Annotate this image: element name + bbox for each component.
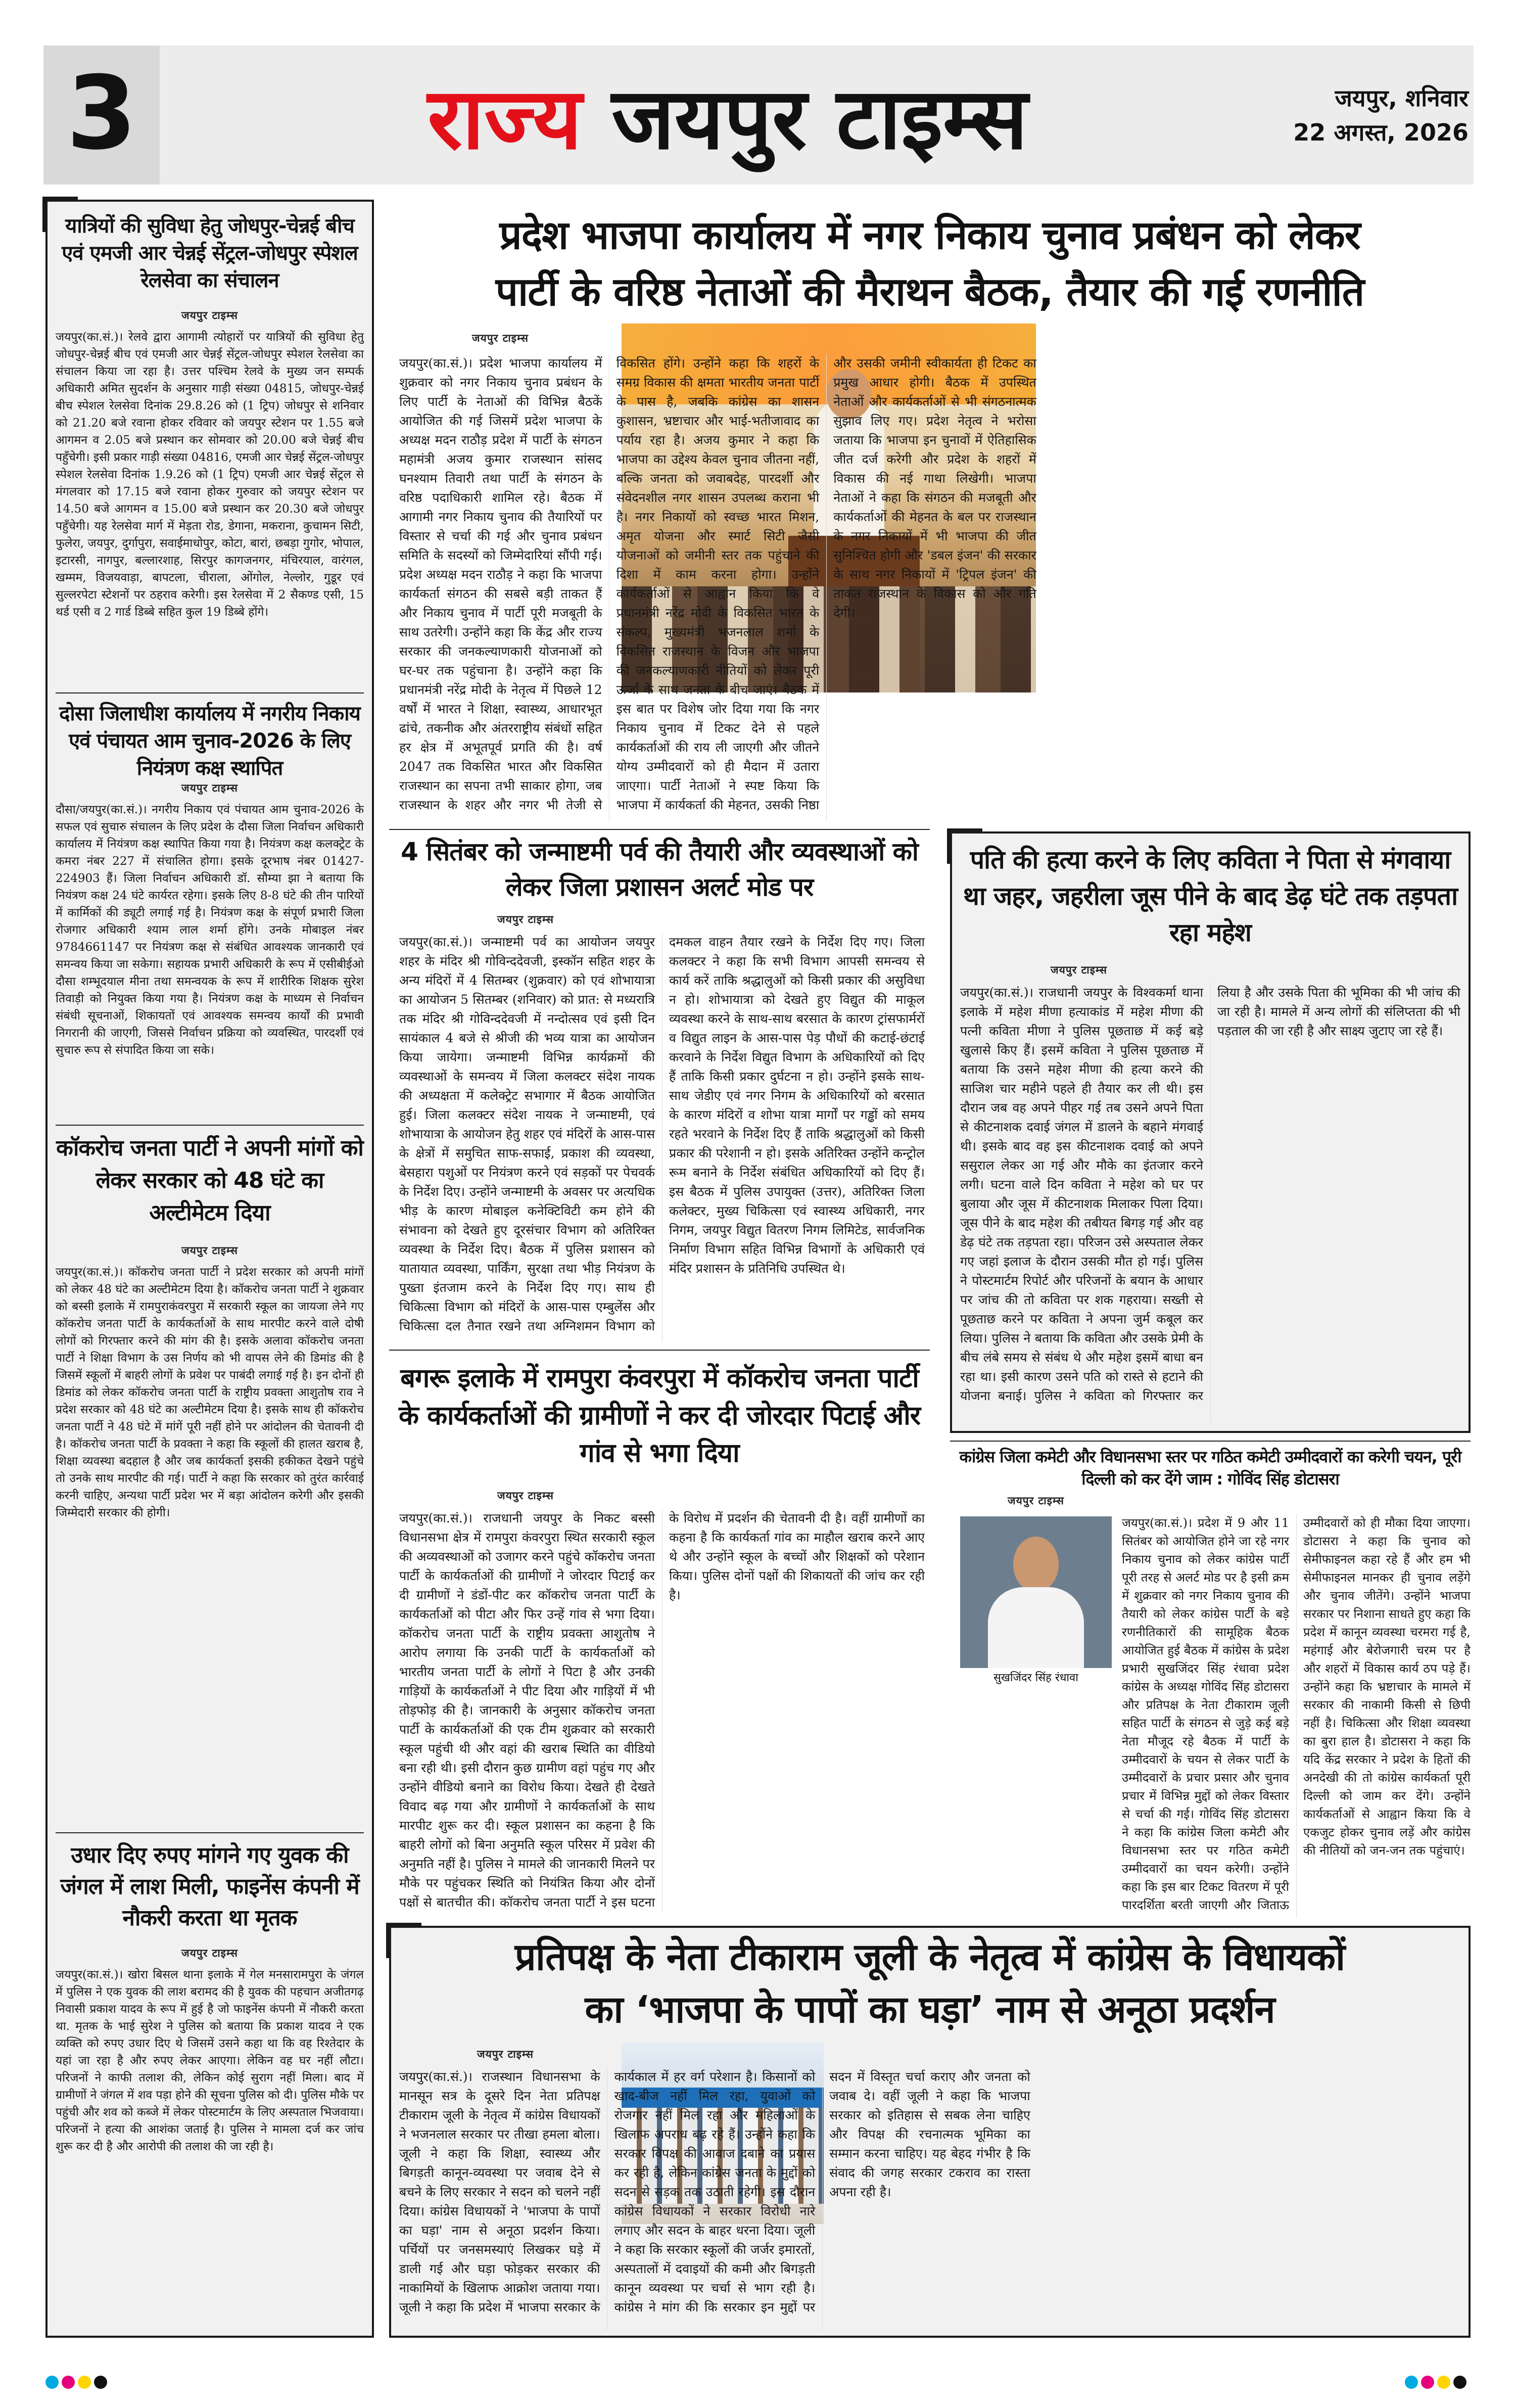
left-story-2-body: दौसा/जयपुर(का.सं.)। नगरीय निकाय एवं पंचायत आम चुनाव-2026 के सफल एवं सुचारु संचालन के लिए प्रदेश के दौसा जिला निर्वाचन अधिकारी कार्यालय में नियंत्रण कक्ष स्थापित किया गया है। नियंत्रण कक्ष कलक्ट्रेट के कमरा नंबर 227 में संचालित होगा। इसके दूरभाष नंबर 01427-224903 हैं। जिला निर्वाचन अधिकारी डॉ. सौम्या झा ने बताया कि नियंत्रण कक्ष 24 घंटे कार्यरत रहेगा। इसके लिए 8-8 घंटे की तीन पारियों में कार्मिकों की ड्यूटी लगाई गई है। नियंत्रण कक्ष के संपूर्ण प्रभारी जिला रोजगार अधिकारी श्याम लाल शर्मा होंगे। उनके मोबाइल नंबर 9784661147 पर नियंत्रण कक्ष से संबंधित आवश्यक जानकारी एवं समन्वय किया जा सकेगा। सहायक प्रभारी अधिकारी के रूप में एसीबीईओ दौसा शम्भूदयाल मीना तथा समन्वयक के रूप में शारीरिक शिक्षक सुरेश तिवाड़ी को नियुक्त किया गया है। नियंत्रण कक्ष के माध्यम से निर्वाचन संबंधी सूचनाओं, शिकायतों एवं आवश्यक समन्वय कार्यों की प्रभावी निगरानी की जाएगी, जिससे निर्वाचन प्रक्रिया को व्यवस्थित, पारदर्शी एवं सुचारु रूप से संपादित किया जा सके। [56, 803, 364, 1057]
left-story-1-body: जयपुर(का.सं.)। रेलवे द्वारा आगामी त्योहारों पर यात्रियों की सुविधा हेतु जोधपुर-चेन्नई बीच एवं एमजी आर चेन्नई सेंट्रल-जोधपुर स्पेशल रेलसेवा का संचालन किया जा रहा है। उत्तर पश्चिम रेलवे के मुख्य जन सम्पर्क अधिकारी अमित सुदर्शन के अनुसार गाड़ी संख्या 04815, जोधपुर-चेन्नई बीच स्पेशल रेलसेवा दिनांक 29.8.26 को (1 ट्रिप) जोधपुर से शनिवार को 21.20 बजे रवाना होकर रविवार को जयपुर स्टेशन पर 1.55 बजे आगमन व 2.05 बजे प्रस्थान कर सोमवार को 20.00 बजे चेन्नई बीच पहुँचेगी। इसी प्रकार गाड़ी संख्या 04816, एमजी आर चेन्नई सेंट्रल-जोधपुर स्पेशल रेलसेवा दिनांक 1.9.26 को (1 ट्रिप) एमजी आर चेन्नई सेंट्रल से मंगलवार को 17.15 बजे रवाना होकर गुरुवार को जयपुर स्टेशन पर 14.50 बजे आगमन व 15.00 बजे प्रस्थान कर 20.30 बजे जोधपुर पहुँचेगी। यह रेलसेवा मार्ग में मेड़ता रोड, डेगाना, मकराना, कुचामन सिटी, फुलेरा, जयपुर, दुर्गापुरा, सवाईमाधोपुर, कोटा, बारां, छबड़ा गुगोर, भोपाल, इटारसी, नागपुर, बल्लारशाह, सिरपुर कागजनगर, मंचिरयाल, वारंगल, खम्मम, विजयवाड़ा, बापटला, चीराला, ओंगोल, नेल्लोर, गुडूर एवं सुल्लरपेटा स्टेशनों पर ठहराव करेगी। इस रेलसेवा में 2 सैकण्ड एसी, 15 थर्ड एसी व 2 गार्ड डिब्बे सहित कुल 19 डिब्बे होंगे। [56, 331, 364, 619]
divider [389, 829, 930, 830]
left-story-1-byline: जयपुर टाइम्स [181, 309, 238, 321]
janmashtami-byline: जयपुर टाइम्स [497, 913, 554, 925]
bottom-body: जयपुर(का.सं.)। राजस्थान विधानसभा के मानसून सत्र के दूसरे दिन नेता प्रतिपक्ष टीकाराम जूली के नेतृत्व में कांग्रेस विधायकों ने भजनलाल सरकार पर तीखा हमला बोला। जूली ने कहा कि शिक्षा, स्वास्थ्य और बिगड़ती कानून-व्यवस्था पर जवाब देने से बचने के लिए सरकार ने सदन को चलने नहीं दिया। कांग्रेस विधायकों ने 'भाजपा के पापों का घड़ा' नाम से अनूठा प्रदर्शन किया। पर्चियों पर जनसमस्याएं लिखकर घड़े में डाली गई और घड़ा फोड़कर सरकार की नाकामियों के खिलाफ आक्रोश जताया गया। जूली ने कहा कि प्रदेश में भाजपा सरकार के कार्यकाल में हर वर्ग परेशान है। किसानों को खाद-बीज नहीं मिल रहा, युवाओं को रोजगार नहीं मिल रहा और महिलाओं के खिलाफ अपराध बढ़ रहे हैं। उन्होंने कहा कि सरकार विपक्ष की आवाज दबाने का प्रयास कर रही है, लेकिन कांग्रेस जनता के मुद्दों को सदन से सड़क तक उठाती रहेगी। इस दौरान कांग्रेस विधायकों ने सरकार विरोधी नारे लगाए और सदन के बाहर धरना दिया। जूली ने कहा कि सरकार स्कूलों की जर्जर इमारतों, अस्पतालों में दवाइयों की कमी और बिगड़ती कानून व्यवस्था पर चर्चा से भाग रही है। कांग्रेस ने मांग की कि सरकार इन मुद्दों पर सदन में विस्तृत चर्चा कराए और जनता को जवाब दे। वहीं जूली ने कहा कि भाजपा सरकार को इतिहास से सबक लेना चाहिए और विपक्ष की रचनात्मक भूमिका का सम्मान करना चाहिए। यह बेहद गंभीर है कि संवाद की जगह सरकार टकराव का रास्ता अपना रही है। [399, 2069, 1030, 2314]
main-headline-line-2: पार्टी के वरिष्ठ नेताओं की मैराथन बैठक, तैयार की गई रणनीति [495, 269, 1364, 315]
congress-byline: जयपुर टाइम्स [1008, 1495, 1064, 1507]
corner-mark [386, 1923, 421, 1927]
bassi-byline: जयपुर टाइम्स [497, 1490, 554, 1502]
title-red: राज्य [428, 69, 582, 168]
corner-mark [947, 828, 982, 832]
issue-date: 22 अगस्त, 2026 [1293, 119, 1468, 146]
newspaper-title [428, 61, 1186, 177]
page-number: 3 [66, 55, 137, 172]
yellow-dot [1437, 2376, 1450, 2389]
magenta-dot [1421, 2376, 1434, 2389]
photo-person-body [988, 1587, 1084, 1668]
left-story-3-byline: जयपुर टाइम्स [181, 1244, 238, 1257]
janmashtami-body: जयपुर(का.सं.)। जन्माष्टमी पर्व का आयोजन जयपुर शहर के मंदिर श्री गोविन्ददेवजी, इस्कॉन सहित शहर के अन्य मंदिरों में 4 सितम्बर (शुक्रवार) को एवं शोभायात्रा का आयोजन 5 सितम्बर (शनिवार) को प्रात: से मध्यरात्रि तक मंदिर श्री गोविन्ददेवजी में नन्दोत्सव एवं इसी दिन सायंकाल 4 बजे से श्रीजी की भव्य यात्रा का आयोजन किया जायेगा। जन्माष्टमी विभिन्न कार्यक्रमों की व्यवस्थाओं के समन्वय में जिला कलक्टर संदेश नायक की अध्यक्षता में कलेक्ट्रेट सभागार में बैठक आयोजित हुई। जिला कलक्टर संदेश नायक ने जन्माष्टमी, एवं शोभायात्रा के आयोजन हेतु शहर एवं मंदिरों के आस-पास के क्षेत्रों में समुचित साफ-सफाई, प्रकाश की व्यवस्था, बेसहारा पशुओं पर नियंत्रण करने एवं सड़कों पर पेचवर्क के निर्देश दिए। उन्होंने जन्माष्टमी के अवसर पर अत्यधिक भीड़ के कारण मोबाइल कनेक्टिविटी कम होने की संभावना को देखते हुए दूरसंचार विभाग को अतिरिक्त व्यवस्था के निर्देश दिए। बैठक में पुलिस प्रशासन को यातायात व्यवस्था, पार्किंग, सुरक्षा तथा भीड़ नियंत्रण के पुख्ता इंतजाम करने के निर्देश दिए गए। साथ ही चिकित्सा विभाग को मंदिरों के आस-पास एम्बुलेंस और चिकित्सा दल तैनात रखने तथा अग्निशमन विभाग को दमकल वाहन तैयार रखने के निर्देश दिए गए। जिला कलक्टर ने कहा कि सभी विभाग आपसी समन्वय से कार्य करें ताकि श्रद्धालुओं को किसी प्रकार की असुविधा न हो। शोभायात्रा को देखते हुए विद्युत की माकूल व्यवस्था करने के साथ-साथ बरसात के कारण ट्रांसफार्मरों व विद्युत लाइन के आस-पास पेड़ पौधों की कटाई-छंटाई करवाने के निर्देश विद्युत विभाग के अधिकारियों को दिए हैं ताकि किसी प्रकार दुर्घटना न हो। उन्होंने इसके साथ-साथ जेडीए एवं नगर निगम के अधिकारियों को बरसात के कारण मंदिरों व शोभा यात्रा मार्गों पर गड्ढों को समय रहते भरवाने के निर्देश दिए हैं ताकि श्रद्धालुओं को किसी प्रकार की परेशानी न हो। इसके अतिरिक्त उन्होंने कन्ट्रोल रूम बनाने के निर्देश संबंधित अधिकारियों को दिए हैं। इस बैठक में पुलिस उपायुक्त (उत्तर), अतिरिक्त जिला कलेक्टर, मुख्य चिकित्सा एवं स्वास्थ्य अधिकारी, नगर निगम, जयपुर विद्युत वितरण निगम लिमिटेड, सार्वजनिक निर्माण विभाग सहित विभिन्न विभागों के अधिकारी एवं मंदिर प्रशासन के प्रतिनिधि उपस्थित थे। [399, 935, 925, 1333]
cyan-dot [45, 2376, 59, 2389]
color-registration-right [1405, 2376, 1470, 2391]
congress-body: जयपुर(का.सं.)। प्रदेश में 9 और 11 सितंबर को आयोजित होने जा रहे नगर निकाय चुनाव को लेकर कांग्रेस पार्टी पूरी तरह से अलर्ट मोड पर है इसी क्रम में शुक्रवार को नगर निकाय चुनाव की तैयारी को लेकर कांग्रेस पार्टी के बड़े रणनीतिकारों की सामूहिक बैठक आयोजित हुई बैठक में कांग्रेस के प्रदेश प्रभारी सुखजिंदर सिंह रंधावा प्रदेश कांग्रेस के अध्यक्ष गोविंद सिंह डोटासरा और प्रतिपक्ष के नेता टीकाराम जूली सहित पार्टी के संगठन से जुड़े कई बड़े नेता मौजूद रहे बैठक में पार्टी के उम्मीदवारों के चयन से लेकर पार्टी के उम्मीदवारों के प्रचार प्रसार और चुनाव प्रचार में विभिन्न मुद्दों को लेकर विस्तार से चर्चा की गई। गोविंद सिंह डोटासरा ने कहा कि कांग्रेस जिला कमेटी और विधानसभा स्तर पर गठित कमेटी उम्मीदवारों का चयन करेगी। उन्होंने कहा कि इस बार टिकट वितरण में पूरी पारदर्शिता बरती जाएगी और जिताऊ उम्मीदवारों को ही मौका दिया जाएगा। डोटासरा ने कहा कि चुनाव को सेमीफाइनल कहा रहे हैं और हम भी सेमीफाइनल मानकर ही चुनाव लड़ेंगे और चुनाव जीतेंगे। उन्होंने भाजपा सरकार पर निशाना साधते हुए कहा कि प्रदेश में कानून व्यवस्था चरमरा गई है, महंगाई और बेरोजगारी चरम पर है और शहरों में विकास कार्य ठप पड़े हैं। उन्होंने कहा कि भ्रष्टाचार के मामले में सरकार की नाकामी किसी से छिपी नहीं है। चिकित्सा और शिक्षा व्यवस्था का बुरा हाल है। डोटासरा ने कहा कि यदि केंद्र सरकार ने प्रदेश के हितों की अनदेखी की तो कांग्रेस कार्यकर्ता पूरी दिल्ली को जाम कर देंगे। उन्होंने कार्यकर्ताओं से आह्वान किया कि वे एकजुट होकर चुनाव लड़ें और कांग्रेस की नीतियों को जन-जन तक पहुंचाएं। [1122, 1516, 1471, 1912]
bottom-byline: जयपुर टाइम्स [477, 2048, 534, 2060]
corner-mark [42, 197, 46, 232]
divider [56, 692, 364, 693]
bottom-headline-line-2: का ‘भाजपा के पापों का घड़ा’ नाम से अनूठा प्रदर्शन [585, 1988, 1275, 2031]
magenta-dot [62, 2376, 75, 2389]
main-byline: जयपुर टाइम्स [472, 332, 529, 344]
cyan-dot [1405, 2376, 1418, 2389]
dateline [1246, 81, 1468, 150]
bassi-headline: बगरू इलाके में रामपुरा कंवरपुरा में कॉकरोच जनता पार्टी के कार्यकर्ताओं की ग्रामीणों ने कर दी जोरदार पिटाई और गांव से भगा दिया [399, 1363, 920, 1468]
yellow-dot [78, 2376, 91, 2389]
left-story-4-headline: उधार दिए रुपए मांगने गए युवक की जंगल में लाश मिली, फाइनेंस कंपनी में नौकरी करता था मृतक [60, 1842, 359, 1931]
left-story-2-byline: जयपुर टाइम्स [181, 782, 238, 794]
main-body: जयपुर(का.सं.)। प्रदेश भाजपा कार्यालय में शुक्रवार को नगर निकाय चुनाव प्रबंधन के लिए पार्टी के नेताओं की विभिन्न बैठकें आयोजित की गई जिसमें प्रदेश भाजपा के अध्यक्ष मदन राठौड़ प्रदेश में पार्टी के संगठन महामंत्री अजय कुमार राजस्थान सांसद घनश्याम तिवारी तथा पार्टी के संगठन के वरिष्ठ पदाधिकारी शामिल रहे। बैठक में आगामी नगर निकाय चुनाव की तैयारियों पर विस्तार से चर्चा की गई और चुनाव प्रबंधन समिति के सदस्यों को जिम्मेदारियां सौंपी गई। प्रदेश अध्यक्ष मदन राठौड़ ने कहा कि भाजपा कार्यकर्ता संगठन की सबसे बड़ी ताकत हैं और निकाय चुनाव में पार्टी पूरी मजबूती के साथ उतरेगी। उन्होंने कहा कि केंद्र और राज्य सरकार की जनकल्याणकारी योजनाओं को घर-घर तक पहुंचाना है। उन्होंने कहा कि प्रधानमंत्री नरेंद्र मोदी के नेतृत्व में पिछले 12 वर्षों में भारत ने शिक्षा, स्वास्थ्य, आधारभूत ढांचे, तकनीक और अंतरराष्ट्रीय संबंधों सहित हर क्षेत्र में अभूतपूर्व प्रगति की है। वर्ष 2047 तक विकसित भारत और विकसित राजस्थान का सपना तभी साकार होगा, जब राजस्थान के शहर और नगर भी तेजी से विकसित होंगे। उन्होंने कहा कि शहरों के समग्र विकास की क्षमता भारतीय जनता पार्टी के पास है, जबकि कांग्रेस का शासन कुशासन, भ्रष्टाचार और भाई-भतीजावाद का पर्याय रहा है। अजय कुमार ने कहा कि भाजपा का उद्देश्य केवल चुनाव जीतना नहीं, बल्कि जनता को जवाबदेह, पारदर्शी और संवेदनशील नगर शासन उपलब्ध कराना भी है। नगर निकायों को स्वच्छ भारत मिशन, अमृत योजना और स्मार्ट सिटी जैसी योजनाओं को जमीनी स्तर तक पहुंचाने की दिशा में काम करना होगा। उन्होंने कार्यकर्ताओं से आह्वान किया कि वे प्रधानमंत्री नरेंद्र मोदी के विकसित भारत के संकल्प, मुख्यमंत्री भजनलाल शर्मा के विकसित राजस्थान के विजन और भाजपा की जनकल्याणकारी नीतियों को लेकर पूरी ऊर्जा के साथ जनता के बीच जाएं। बैठक में इस बात पर विशेष जोर दिया गया कि नगर निकाय चुनाव में टिकट देने से पहले कार्यकर्ताओं की राय ली जाएगी और जीतने योग्य उम्मीदवारों को ही मैदान में उतारा जाएगा। पार्टी नेताओं ने स्पष्ट किया कि भाजपा में कार्यकर्ता की मेहनत, उसकी निष्ठा और उसकी जमीनी स्वीकार्यता ही टिकट का प्रमुख आधार होगी। बैठक में उपस्थित नेताओं और कार्यकर्ताओं से भी संगठनात्मक सुझाव लिए गए। प्रदेश नेतृत्व ने भरोसा जताया कि भाजपा इन चुनावों में ऐतिहासिक जीत दर्ज करेगी और प्रदेश के शहरों में विकास की नई गाथा लिखेगी। भाजपा नेताओं ने कहा कि संगठन की मजबूती और कार्यकर्ताओं की मेहनत के बल पर राजस्थान के नगर निकायों में भी भाजपा की जीत सुनिश्चित होगी और 'डबल इंजन' की सरकार के साथ नगर निकायों में 'ट्रिपल इंजन' की ताकत राजस्थान के विकास को और गति देगी। [399, 356, 1036, 812]
color-registration-left [45, 2376, 110, 2391]
main-headline-line-1: प्रदेश भाजपा कार्यालय में नगर निकाय चुनाव प्रबंधन को लेकर [499, 213, 1360, 258]
left-story-3-body: जयपुर(का.सं.)। कॉकरोच जनता पार्टी ने प्रदेश सरकार को अपनी मांगों को लेकर 48 घंटे का अल्टीमेटम दिया है। कॉकरोच जनता पार्टी ने शुक्रवार को बस्सी इलाके में रामपुराकंवरपुरा में सरकारी स्कूल का जायजा लेने गए कॉकरोच जनता पार्टी के कार्यकर्ताओं के साथ मारपीट करने वाले दोषी लोगों को गिरफ्तार करने की मांग की है। इसके अलावा कॉकरोच जनता पार्टी ने शिक्षा विभाग के उस निर्णय को भी वापस लेने की डिमांड की है जिसमें स्कूलों में बाहरी लोगों के प्रवेश पर पाबंदी लगाई गई है। इन दोनों ही डिमांड को लेकर कॉकरोच जनता पार्टी के राष्ट्रीय प्रवक्ता आशुतोष राव ने प्रदेश सरकार को 48 घंटे का अल्टीमेटम दिया है। इसके साथ ही कॉकरोच जनता पार्टी ने 48 घंटे में मांगें पूरी नहीं होने पर आंदोलन की चेतावनी दी है। कॉकरोच जनता पार्टी के प्रवक्ता ने कहा कि स्कूलों की हालत खराब है, शिक्षा व्यवस्था बदहाल है और जब कार्यकर्ता इसकी हकीकत देखने पहुंचे तो उनके साथ मारपीट की गई। पार्टी ने कहा कि सरकार को तुरंत कार्रवाई करनी चाहिए, अन्यथा पार्टी प्रदेश भर में बड़ा आंदोलन करेगी और इसकी जिम्मेदारी सरकार की होगी। [56, 1266, 364, 1519]
bottom-headline [399, 1931, 1460, 2036]
photo-person-head [1013, 1537, 1059, 1592]
pati-byline: जयपुर टाइम्स [1051, 964, 1107, 976]
masthead [43, 45, 1474, 192]
photo-caption: सुखजिंदर सिंह रंधावा [993, 1672, 1078, 1684]
corner-mark [386, 1923, 390, 1958]
black-dot [94, 2376, 107, 2389]
left-story-2-headline: दोसा जिलाधीश कार्यालय में नगरीय निकाय एवं पंचायत आम चुनाव-2026 के लिए नियंत्रण कक्ष स्थापित [59, 702, 360, 780]
divider [950, 1441, 1471, 1442]
title-black: जयपुर टाइम्स [611, 69, 1028, 168]
pati-body: जयपुर(का.सं.)। राजधानी जयपुर के विश्वकर्मा थाना इलाके में महेश मीणा हत्याकांड में महेश मीणा की पत्नी कविता मीणा ने पुलिस पूछताछ में कई बड़े खुलासे किए हैं। इसमें कविता ने पुलिस पूछताछ में बताया कि उसने महेश मीणा की हत्या करने की साजिश चार महीने पहले ही तैयार कर ली थी। इस दौरान जब वह अपने पीहर गई तब उसने अपने पिता से कीटनाशक दवाई जंगल में डालने के बहाने मंगवाई थी। इसके बाद वह इस कीटनाशक दवाई को अपने ससुराल लेकर आ गई और मौके का इंतजार करने लगी। घटना वाले दिन कविता ने महेश को घर पर बुलाया और जूस में कीटनाशक मिलाकर पिला दिया। जूस पीने के बाद महेश की तबीयत बिगड़ गई और वह डेढ़ घंटे तक तड़पता रहा। परिजन उसे अस्पताल लेकर गए जहां इलाज के दौरान उसकी मौत हो गई। पुलिस ने पोस्टमार्टम रिपोर्ट और परिजनों के बयान के आधार पर जांच की तो कविता पर शक गहराया। सख्ती से पूछताछ करने पर कविता ने अपना जुर्म कबूल कर लिया। पुलिस ने बताया कि कविता और उसके प्रेमी के बीच लंबे समय से संबंध थे और महेश इसमें बाधा बन रहा था। इसी कारण उसने पति को रास्ते से हटाने की योजना बनाई। पुलिस ने कविता को गिरफ्तार कर लिया है और उसके पिता की भूमिका की भी जांच की जा रही है। मामले में अन्य लोगों की संलिप्तता की भी पड़ताल की जा रही है और साक्ष्य जुटाए जा रहे हैं। [960, 985, 1460, 1403]
divider [389, 1350, 930, 1351]
left-story-3-headline: कॉकरोच जनता पार्टी ने अपनी मांगों को लेकर सरकार को 48 घंटे का अल्टीमेटम दिया [56, 1135, 363, 1226]
black-dot [1453, 2376, 1466, 2389]
bottom-headline-line-1: प्रतिपक्ष के नेता टीकाराम जूली के नेतृत्व में कांग्रेस के विधायकों [514, 1935, 1345, 1979]
bassi-body: जयपुर(का.सं.)। राजधानी जयपुर के निकट बस्सी विधानसभा क्षेत्र में रामपुरा कंवरपुरा स्थित सरकारी स्कूल की अव्यवस्थाओं को उजागर करने पहुंचे कॉकरोच जनता पार्टी के कार्यकर्ताओं की ग्रामीणों ने जोरदार पिटाई कर दी ग्रामीणों ने डंडों-पीट कर कॉकरोच जनता पार्टी के कार्यकर्ताओं को पीटा और फिर उन्हें गांव से भगा दिया। कॉकरोच जनता पार्टी के राष्ट्रीय प्रवक्ता आशुतोष ने आरोप लगाया कि उनकी पार्टी के कार्यकर्ताओं को भारतीय जनता पार्टी के लोगों ने पिटा है और उनकी गाड़ियों के कार्यकर्ताओं ने पीट दिया और गाड़ियों में भी तोड़फोड़ की है। जानकारी के अनुसार कॉकरोच जनता पार्टी के कार्यकर्ताओं की एक टीम शुक्रवार को सरकारी स्कूल पहुंची थी और वहां की खराब स्थिति का वीडियो बना रही थी। इसी दौरान कुछ ग्रामीण वहां पहुंच गए और उन्होंने वीडियो बनाने का विरोध किया। देखते ही देखते विवाद बढ़ गया और ग्रामीणों ने कार्यकर्ताओं के साथ मारपीट शुरू कर दी। स्कूल प्रशासन का कहना है कि बाहरी लोगों को बिना अनुमति स्कूल परिसर में प्रवेश की अनुमति नहीं है। पुलिस ने मामले की जानकारी मिलने पर मौके पर पहुंचकर स्थिति को नियंत्रित किया और दोनों पक्षों से बातचीत की। कॉकरोच जनता पार्टी ने इस घटना के विरोध में प्रदर्शन की चेतावनी दी है। वहीं ग्रामीणों का कहना है कि कार्यकर्ता गांव का माहौल खराब करने आए थे और उन्होंने स्कूल के बच्चों और शिक्षकों को परेशान किया। पुलिस दोनों पक्षों की शिकायतों की जांच कर रही है। [399, 1511, 925, 1910]
randhawa-photo [960, 1516, 1112, 1668]
city-day: जयपुर, शनिवार [1335, 84, 1468, 112]
corner-mark [42, 197, 78, 201]
left-story-1-headline: यात्रियों की सुविधा हेतु जोधपुर-चेन्नई बीच एवं एमजी आर चेन्नई सेंट्रल-जोधपुर स्पेशल रेलसेवा का संचालन [62, 214, 358, 292]
congress-headline: कांग्रेस जिला कमेटी और विधानसभा स्तर पर गठित कमेटी उम्मीदवारों का करेगी चयन, पूरी दिल्ली को कर देंगे जाम : गोविंद सिंह डोटासरा [959, 1447, 1461, 1489]
corner-mark [947, 828, 951, 864]
divider [56, 1125, 364, 1126]
main-headline [389, 207, 1471, 320]
janmashtami-headline: 4 सितंबर को जन्माष्टमी पर्व की तैयारी और व्यवस्थाओं को लेकर जिला प्रशासन अलर्ट मोड पर [401, 837, 918, 902]
left-story-4-byline: जयपुर टाइम्स [181, 1947, 238, 1959]
left-story-4-body: जयपुर(का.सं.)। खोरा बिसल थाना इलाके में गेल मनसारामपुरा के जंगल में पुलिस ने एक युवक की लाश बरामद की है युवक की पहचान अजीतगढ़ निवासी प्रकाश यादव के रूप में हुई है जो फाइनेंस कंपनी में नौकरी करता था. मृतक के भाई सुरेश ने पुलिस को बताया कि प्रकाश यादव ने एक व्यक्ति को रुपए उधार दिए थे जिसमें उसने कहा था कि वह रिश्तेदार के यहां जा रहा है और रुपए लेकर आएगा। लेकिन वह घर नहीं लौटा। परिजनों ने काफी तलाश की, लेकिन कोई सुराग नहीं मिला। बाद में ग्रामीणों ने जंगल में शव पड़ा होने की सूचना पुलिस को दी। पुलिस मौके पर पहुंची और शव को कब्जे में लेकर पोस्टमार्टम के लिए अस्पताल भिजवाया। परिजनों ने हत्या की आशंका जताई है। पुलिस ने मामला दर्ज कर जांच शुरू कर दी है और आरोपी की तलाश की जा रही है। [56, 1968, 364, 2153]
divider [56, 1832, 364, 1833]
pati-headline: पति की हत्या करने के लिए कविता ने पिता से मंगवाया था जहर, जहरीला जूस पीने के बाद डेढ़ घंटे तक तड़पता रहा महेश [963, 845, 1458, 947]
